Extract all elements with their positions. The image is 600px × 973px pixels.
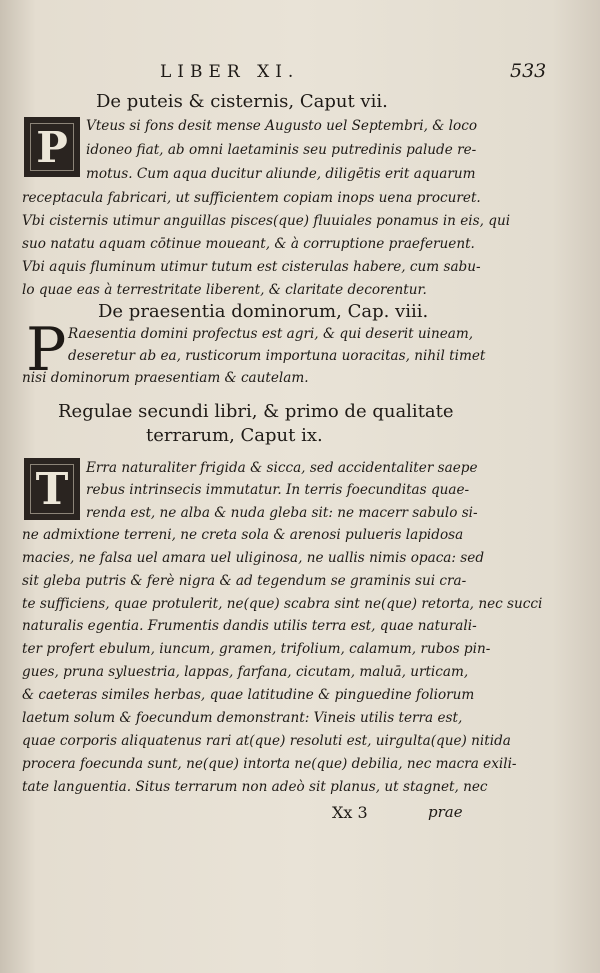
text-line: ter profert ebulum, iuncum, gramen, trifolium, calamum, rubos pin-	[22, 641, 491, 657]
text-line: ne admixtione terreni, ne creta sola & arenosi pulueris lapidosa	[22, 527, 464, 543]
text-line: Vteus si fons desit mense Augusto uel Septembri, & loco	[86, 118, 478, 134]
section-heading-regulae-line2: terrarum, Caput ix.	[146, 425, 323, 446]
signature-mark: Xx 3	[332, 803, 368, 822]
text-line: idoneo fiat, ab omni laetaminis seu putredinis palude re-	[86, 142, 477, 158]
page-footer	[0, 803, 600, 829]
text-line: macies, ne falsa uel amara uel uliginosa, ne uallis nimis opaca: sed	[22, 550, 485, 566]
catchword: prae	[428, 803, 463, 821]
text-line: procera foecunda sunt, ne(que) intorta ne(que) debilia, nec macra exili-	[22, 756, 517, 772]
section-heading-puteis: De puteis & cisternis, Caput vii.	[96, 91, 388, 112]
section-heading-praesentia: De praesentia dominorum, Cap. viii.	[98, 301, 429, 322]
text-line: sit gleba putris & ferè nigra & ad tegendum se graminis sui cra-	[22, 573, 467, 589]
text-line: Vbi aquis fluminum utimur tutum est cisterulas habere, cum sabu-	[22, 259, 481, 275]
text-line: gues, pruna syluestria, lappas, farfana, cicutam, maluā, urticam,	[22, 664, 469, 680]
section-heading-regulae-line1: Regulae secundi libri, & primo de qualitate	[58, 401, 454, 422]
text-line: renda est, ne alba & nuda gleba sit: ne macerr sabulo si-	[86, 505, 478, 521]
decorated-initial-p: P	[24, 117, 80, 177]
decorated-initial-t: T	[24, 458, 80, 520]
initial-letter-p: P	[26, 315, 67, 385]
text-line: receptacula fabricari, ut sufficientem copiam inops uena procuret.	[22, 190, 481, 206]
page-header	[0, 58, 600, 88]
text-line: nisi dominorum praesentiam & cautelam.	[22, 370, 309, 386]
text-line: lo quae eas à terrestritate liberent, & claritate decorentur.	[22, 282, 427, 298]
running-title: LIBER XI.	[160, 62, 300, 82]
text-line: Raesentia domini profectus est agri, & qui deserit uineam,	[68, 326, 474, 342]
text-line: motus. Cum aqua ducitur aliunde, diligētis erit aquarum	[86, 166, 476, 182]
text-line: rebus intrinsecis immutatur. In terris foecunditas quae-	[86, 482, 470, 498]
text-line: deseretur ab ea, rusticorum importuna uoracitas, nihil timet	[68, 348, 486, 364]
text-line: laetum solum & foecundum demonstrant: Vineis utilis terra est,	[22, 710, 463, 726]
text-line: tate languentia. Situs terrarum non adeò sit planus, ut stagnet, nec	[22, 779, 488, 795]
text-line: te sufficiens, quae protulerit, ne(que) scabra sint ne(que) retorta, nec succi	[22, 596, 543, 612]
text-line: Erra naturaliter frigida & sicca, sed accidentaliter saepe	[86, 460, 478, 476]
text-line: naturalis egentia. Frumentis dandis utilis terra est, quae naturali-	[22, 618, 477, 634]
text-line: quae corporis aliquatenus rari at(que) resoluti est, uirgulta(que) nitida	[22, 733, 511, 749]
text-line: suo natatu aquam cōtinue moueant, & à corruptione praeferuent.	[22, 236, 475, 252]
page-number: 533	[510, 60, 547, 82]
text-line: Vbi cisternis utimur anguillas pisces(que) fluuiales ponamus in eis, qui	[22, 213, 511, 229]
text-line: & caeteras similes herbas, quae latitudine & pinguedine foliorum	[22, 687, 475, 703]
